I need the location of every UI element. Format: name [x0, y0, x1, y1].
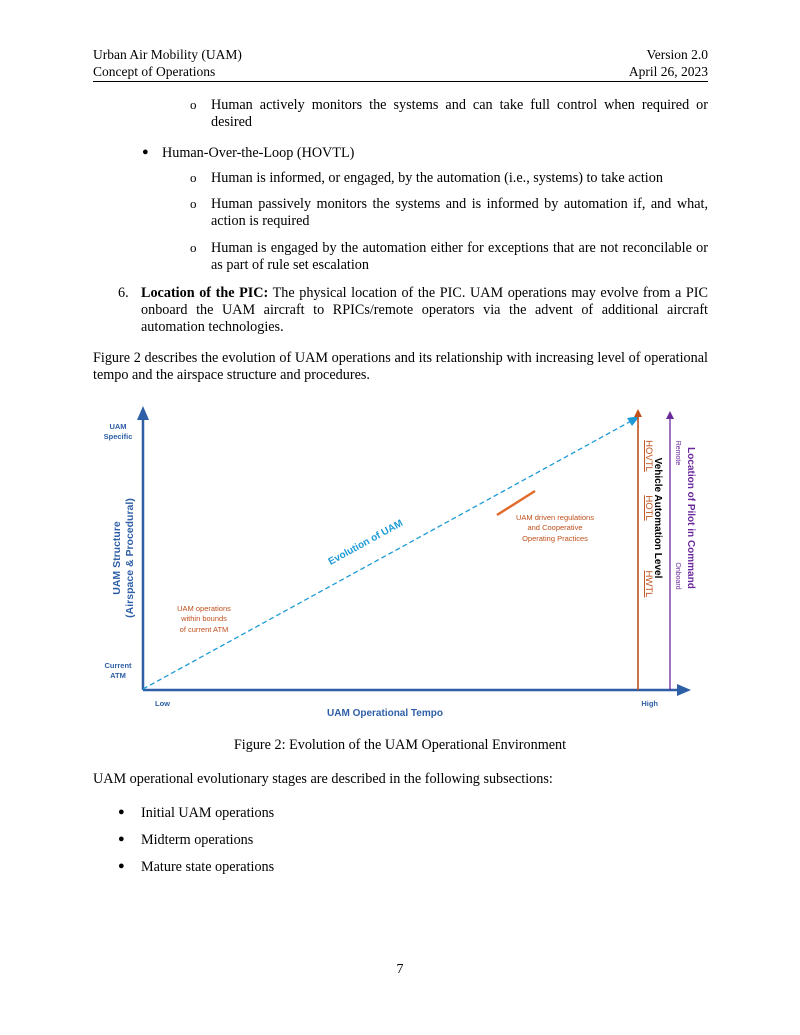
stage-item: Initial UAM operations [141, 805, 275, 821]
x-low-label: Low [155, 699, 170, 708]
ops-within-line-3: of current ATM [179, 625, 229, 634]
y-top-label-1: UAM [109, 422, 127, 431]
header-left [93, 46, 242, 80]
item-6-term: Location of the PIC: [141, 285, 269, 301]
automation-level-hwtl: HWTL [643, 570, 654, 598]
ops-within-line-1: UAM operations [177, 604, 231, 613]
evolution-line [143, 420, 633, 689]
automation-level-hotl: HOTL [643, 495, 654, 521]
uam-driven-line-2: and Cooperative [527, 523, 583, 532]
y-bottom-label-2: ATM [110, 671, 126, 680]
bullet-icon: ● [118, 806, 125, 818]
bullet-icon: ● [118, 860, 125, 872]
stage-item: Midterm operations [141, 832, 254, 848]
pilot-arrowhead [666, 411, 674, 419]
header-subtitle: Concept of Operations [93, 64, 216, 79]
header-date: April 26, 2023 [628, 64, 708, 79]
bullet-icon: ● [118, 833, 125, 845]
circle-bullet-icon: o [190, 240, 197, 255]
y-axis-title-1: UAM Structure [111, 521, 123, 595]
automation-level-hovtl: HOVTL [643, 440, 654, 472]
uam-driven-line-1: UAM driven regulations [516, 513, 594, 522]
regulation-marker [497, 491, 535, 515]
x-axis-arrowhead [677, 684, 691, 696]
sub-item-2: Human is informed, or engaged, by the automation (i.e., systems) to take action [211, 170, 663, 186]
header-version: Version 2.0 [646, 47, 708, 62]
item-6-number: 6. [118, 285, 129, 301]
y-bottom-label-1: Current [104, 661, 132, 670]
automation-title: Vehicle Automation Level [652, 457, 663, 579]
pilot-remote-label: Remote [674, 440, 681, 466]
sub-item-3: Human passively monitors the systems and is informed by automation if, and what, action is required [211, 196, 708, 229]
pilot-onboard-label: Onboard [674, 562, 681, 590]
x-high-label: High [641, 699, 658, 708]
circle-bullet-icon: o [190, 196, 197, 211]
bullet-icon: ● [142, 146, 149, 158]
page-number: 7 [396, 962, 404, 977]
item-6 [141, 285, 708, 336]
stage-item: Mature state operations [141, 859, 275, 875]
sub-item-4: Human is engaged by the automation either for exceptions that are not reconcilable or as part of rule set escalation [211, 240, 708, 273]
figure-intro: Figure 2 describes the evolution of UAM operations and its relationship with increasing level of operational tempo and the airspace structure and procedures. [93, 350, 708, 383]
bullet-hovtl: Human-Over-the-Loop (HOVTL) [162, 145, 355, 161]
item-6-text: The physical location of the PIC. UAM operations may evolve from a PIC onboard the UAM aircraft to RPICs/remote operators via the advent of additional aircraft automation technologies. [141, 285, 708, 335]
pilot-title: Location of Pilot in Command [685, 447, 696, 589]
ops-within-line-2: within bounds [181, 614, 227, 623]
automation-arrowhead [634, 409, 642, 417]
evolution-figure [93, 398, 708, 728]
y-axis-title-2: (Airspace & Procedural) [124, 498, 136, 618]
header-right [629, 46, 708, 80]
evolution-label: Evolution of UAM [326, 517, 405, 568]
circle-bullet-icon: o [190, 170, 197, 185]
header-rule [93, 81, 708, 82]
sub-item-1: Human actively monitors the systems and can take full control when required or desired [211, 97, 708, 130]
header-title: Urban Air Mobility (UAM) [93, 47, 242, 62]
circle-bullet-icon: o [190, 97, 197, 112]
y-axis-arrowhead [137, 406, 149, 420]
stages-intro: UAM operational evolutionary stages are described in the following subsections: [93, 771, 553, 787]
figure-caption: Figure 2: Evolution of the UAM Operational Environment [233, 737, 567, 753]
uam-driven-line-3: Operating Practices [522, 534, 588, 543]
y-top-label-2: Specific [103, 432, 133, 441]
x-axis-title: UAM Operational Tempo [327, 708, 443, 719]
